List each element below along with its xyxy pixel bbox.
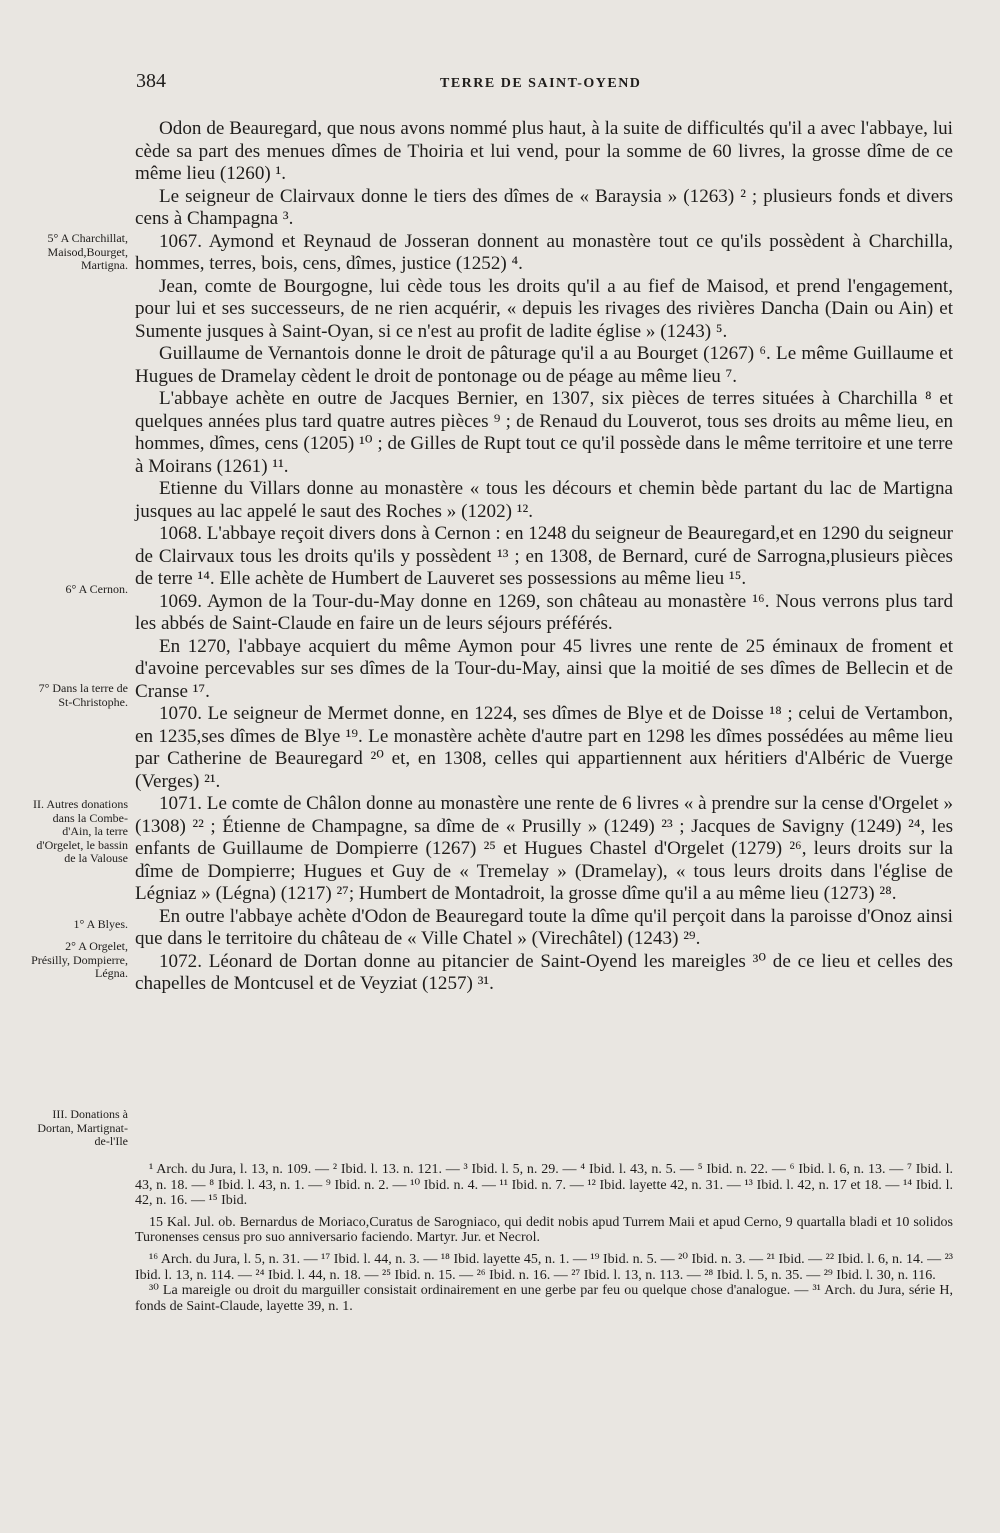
- margin-note-II-1: 1° A Blyes.: [73, 917, 128, 931]
- margin-note-III: III. Donations à Dortan, Martignat-de-l'Ile: [37, 1107, 128, 1148]
- page-number: 384: [136, 70, 166, 92]
- paragraph: 1067. Aymond et Reynaud de Josseran donnent au monastère tout ce qu'ils possèdent à Charchilla, hommes, terres, bois, cens, dîmes, justice (1252) ⁴.: [135, 230, 953, 274]
- main-text: [135, 118, 953, 996]
- footnote: ³⁰ La mareigle ou droit du marguiller consistait ordinairement en une gerbe par feu ou quelque chose d'analogue. — ³¹ Arch. du Jura, série H, fonds de Saint-Claude, layette 39, n. 1.: [135, 1283, 953, 1314]
- paragraph: 1070. Le seigneur de Mermet donne, en 1224, ses dîmes de Blye et de Doisse ¹⁸ ; celui de Vertambon, en 1235,ses dîmes de Blye ¹⁹. Le monastère achète d'autre part en 1298 les dîmes possédées au même lieu par Catherine de Beauregard ²⁰ et, en 1308, celles qui appartiennent aux héritiers d'Albéric de Vuerge (Verges) ²¹.: [135, 703, 953, 792]
- paragraph: 1071. Le comte de Châlon donne au monastère une rente de 6 livres « à prendre sur la cense d'Orgelet » (1308) ²² ; Étienne de Champagne, sa dîme de « Prusilly » (1249) ²³ ; Jacques de Savigny (1249) ²⁴, les enfants de Guillaume de Dompierre (1267) ²⁵ et Hugues Chastel d'Orgelet (1279) ²⁶, leurs droits sur la dîme de Dompierre; Hugues et Guy de « Tremelay » (Dramelay), « tous leurs droits dans l'église de Légniaz » (Légna) (1217) ²⁷; Humbert de Montadroit, la grosse dîme qu'il a au même lieu (1273) ²⁸.: [135, 793, 953, 904]
- paragraph: 1068. L'abbaye reçoit divers dons à Cernon : en 1248 du seigneur de Beauregard,et en 1290 du seigneur de Clairvaux tous les droits qu'ils y possèdent ¹³ ; en 1308, de Bernard, curé de Sarrogna,plusieurs pièces de terre ¹⁴. Elle achète de Humbert de Lauveret ses possessions au même lieu ¹⁵.: [135, 523, 954, 589]
- paragraph: En 1270, l'abbaye acquiert du même Aymon pour 45 livres une rente de 25 éminaux de froment et d'avoine percevables sur ses dîmes de la Tour-du-May, ainsi que la moitié de ses dîmes de Bellecin et de Cranse ¹⁷.: [135, 635, 953, 702]
- paragraph: 1069. Aymon de la Tour-du-May donne en 1269, son château au monastère ¹⁶. Nous verrons plus tard les abbés de Saint-Claude en faire un de leurs séjours préférés.: [135, 590, 953, 634]
- paragraph: Odon de Beauregard, que nous avons nommé plus haut, à la suite de difficultés qu'il a avec l'abbaye, lui cède sa part des menues dîmes de Thoiria et lui vend, pour la somme de 60 livres, la grosse dîme de ce même lieu (1260) ¹.: [135, 118, 953, 184]
- running-title: TERRE DE SAINT-OYEND: [440, 76, 642, 91]
- footnotes: [135, 1162, 953, 1314]
- footnote: ¹ Arch. du Jura, l. 13, n. 109. — ² Ibid. l. 13. n. 121. — ³ Ibid. l. 5, n. 29. — ⁴ Ibid. l. 43, n. 5. — ⁵ Ibid. n. 22. — ⁶ Ibid. l. 6, n. 13. — ⁷ Ibid. l. 43, n. 18. — ⁸ Ibid. l. 43, n. 1. — ⁹ Ibid. n. 2. — ¹⁰ Ibid. n. 4. — ¹¹ Ibid. n. 7. — ¹² Ibid. layette 42, n. 31. — ¹³ Ibid. l. 42, n. 17 et 18. — ¹⁴ Ibid. l. 42, n. 16. — ¹⁵ Ibid.: [135, 1162, 953, 1209]
- margin-note-II-2: 2° A Orgelet, Présilly, Dompierre, Légna.: [31, 939, 128, 980]
- page-header: [0, 70, 1000, 100]
- paragraph: Guillaume de Vernantois donne le droit de pâturage qu'il a au Bourget (1267) ⁶. Le même Guillaume et Hugues de Dramelay cèdent le droit de pontonage ou de péage au même lieu ⁷.: [135, 343, 953, 387]
- footnote: ¹⁶ Arch. du Jura, l. 5, n. 31. — ¹⁷ Ibid. l. 44, n. 3. — ¹⁸ Ibid. layette 45, n. 1. — ¹⁹ Ibid. n. 5. — ²⁰ Ibid. n. 3. — ²¹ Ibid. — ²² Ibid. l. 6, n. 14. — ²³ Ibid. l. 13, n. 114. — ²⁴ Ibid. l. 44, n. 18. — ²⁵ Ibid. n. 15. — ²⁶ Ibid. n. 16. — ²⁷ Ibid. l. 13, n. 113. — ²⁸ Ibid. l. 5, n. 35. — ²⁹ Ibid. l. 30, n. 116.: [135, 1251, 953, 1283]
- margin-note-6: 6° A Cernon.: [65, 582, 128, 596]
- paragraph: Le seigneur de Clairvaux donne le tiers des dîmes de « Baraysia » (1263) ² ; plusieurs fonds et divers cens à Champagna ³.: [135, 185, 953, 229]
- paragraph: Etienne du Villars donne au monastère « tous les décours et chemin bède partant du lac de Martigna jusques au lac appelé le saut des Roches » (1202) ¹².: [135, 478, 953, 522]
- paragraph: En outre l'abbaye achète d'Odon de Beauregard toute la dîme qu'il perçoit dans la paroisse d'Onoz ainsi que dans le territoire du château de « Ville Chatel » (Virechâtel) (1243) ²⁹.: [135, 905, 953, 949]
- margin-note-II: II. Autres donations dans la Combe-d'Ain, la terre d'Orgelet, le bassin de la Valouse: [33, 797, 128, 865]
- paragraph: L'abbaye achète en outre de Jacques Bernier, en 1307, six pièces de terres situées à Charchilla ⁸ et quelques années plus tard quatre autres pièces ⁹ ; de Renaud du Louverot, tous ses droits au même lieu, en hommes, dîmes, cens (1205) ¹⁰ ; de Gilles de Rupt tout ce qu'il possède dans le même territoire et une terre à Moirans (1261) ¹¹.: [135, 388, 953, 477]
- margin-note-7: 7° Dans la terre de St-Christophe.: [38, 681, 128, 709]
- paragraph: Jean, comte de Bourgogne, lui cède tous les droits qu'il a au fief de Maisod, et prend l'engagement, pour lui et ses successeurs, de ne rien acquérir, « depuis les rivages des rivières Dancha (Dain ou Ain) et Sumente jusques à Saint-Oyan, si ce n'est au profit de ladite église » (1243) ⁵.: [135, 275, 953, 342]
- paragraph: 1072. Léonard de Dortan donne au pitancier de Saint-Oyend les mareigles ³⁰ de ce lieu et celles des chapelles de Montcusel et de Veyziat (1257) ³¹.: [135, 950, 953, 994]
- margin-note-5: 5° A Charchillat, Maisod,Bourget, Martigna.: [47, 231, 128, 272]
- footnote: 15 Kal. Jul. ob. Bernardus de Moriaco,Curatus de Sarogniaco, qui dedit nobis apud Turrem Maii et apud Cerno, 9 quartalla bladi et 10 solidos Turonenses census pro suo anniversario faciendo. Martyr. Jur. et Necrol.: [135, 1214, 953, 1246]
